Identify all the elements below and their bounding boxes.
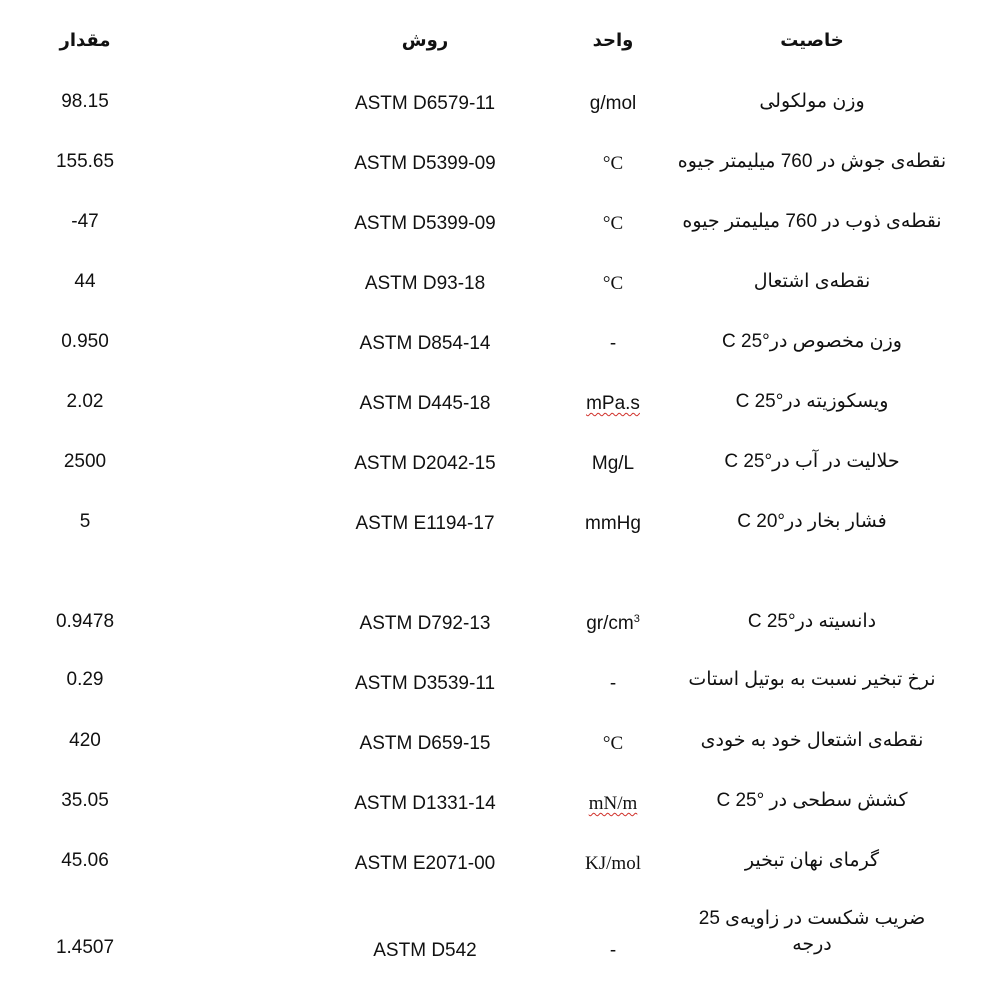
cell-unit [586,612,640,636]
cell-value: 35.05 [61,790,109,811]
cell-value: 98.15 [61,91,109,112]
cell-method: ASTM D93-18 [364,273,486,294]
cell-unit: g/mol [589,93,637,114]
cell-unit: °C [602,213,624,234]
cell-value: 1.4507 [55,937,115,958]
cell-method: ASTM D1331-14 [354,793,496,814]
cell-method: ASTM D6579-11 [354,93,496,114]
cell-method: ASTM D445-18 [359,393,491,414]
header-unit: واحد [592,30,634,50]
cell-unit: °C [602,153,624,174]
cell-method: ASTM D5399-09 [354,213,496,234]
cell-property: ویسکوزیته در°C 25 [735,391,889,412]
cell-method: ASTM D659-15 [359,733,491,754]
cell-property: کشش سطحی در °C 25 [716,790,908,811]
cell-method: ASTM E1194-17 [355,513,495,534]
cell-property: وزن مخصوص در°C 25 [722,331,902,352]
header-method: روش [401,30,449,50]
cell-property: نقطه‌ی اشتعال [753,271,871,292]
cell-property: گرمای نهان تبخیر [744,850,880,871]
cell-property: حلالیت در آب در°C 25 [724,451,900,472]
cell-property: نرخ تبخیر نسبت به بوتیل استات [688,669,936,690]
cell-value: 0.29 [66,669,104,690]
cell-value: 0.9478 [55,611,115,632]
cell-method: ASTM D792-13 [359,613,491,634]
cell-method: ASTM D542 [373,940,477,961]
cell-unit: - [609,333,617,354]
cell-value: 44 [74,271,96,292]
cell-property: نقطه‌ی جوش در 760 میلیمتر جیوه [677,151,947,172]
cell-unit: Mg/L [591,453,635,474]
cell-property: دانسیته در°C 25 [747,611,877,632]
cell-unit: °C [602,273,624,294]
cell-value: 2.02 [66,391,104,412]
cell-unit: KJ/mol [585,853,641,874]
cell-value: 2500 [63,451,107,472]
cell-value: 420 [69,730,101,751]
cell-method: ASTM E2071-00 [354,853,496,874]
unit-superscript: 3 [633,613,640,625]
header-property: خاصیت [780,30,844,50]
cell-method: ASTM D854-14 [359,333,491,354]
cell-unit: mmHg [585,513,641,534]
unit-text: mN/m [588,793,638,814]
cell-unit: - [609,940,617,961]
cell-unit: - [609,673,617,694]
cell-method: ASTM D3539-11 [354,673,496,694]
unit-text: gr/cm [586,613,634,634]
cell-property: ضریب شکست در زاویه‌ی 25 درجه [698,908,926,955]
cell-property: نقطه‌ی ذوب در 760 میلیمتر جیوه [682,211,942,232]
cell-value: 45.06 [61,850,109,871]
cell-value: 155.65 [55,151,115,172]
cell-unit: °C [602,733,624,754]
cell-unit [589,792,638,816]
cell-property: نقطه‌ی اشتعال خود به خودی [700,730,924,751]
cell-value: 0.950 [61,331,109,352]
cell-unit: mPa.s [586,393,640,414]
cell-method: ASTM D2042-15 [354,453,496,474]
cell-property: وزن مولکولی [759,91,865,112]
cell-value: 5 [79,511,91,532]
header-value: مقدار [59,30,111,50]
cell-method: ASTM D5399-09 [354,153,496,174]
cell-value: -47 [71,211,99,232]
cell-property: فشار بخار در°C 20 [737,511,887,532]
